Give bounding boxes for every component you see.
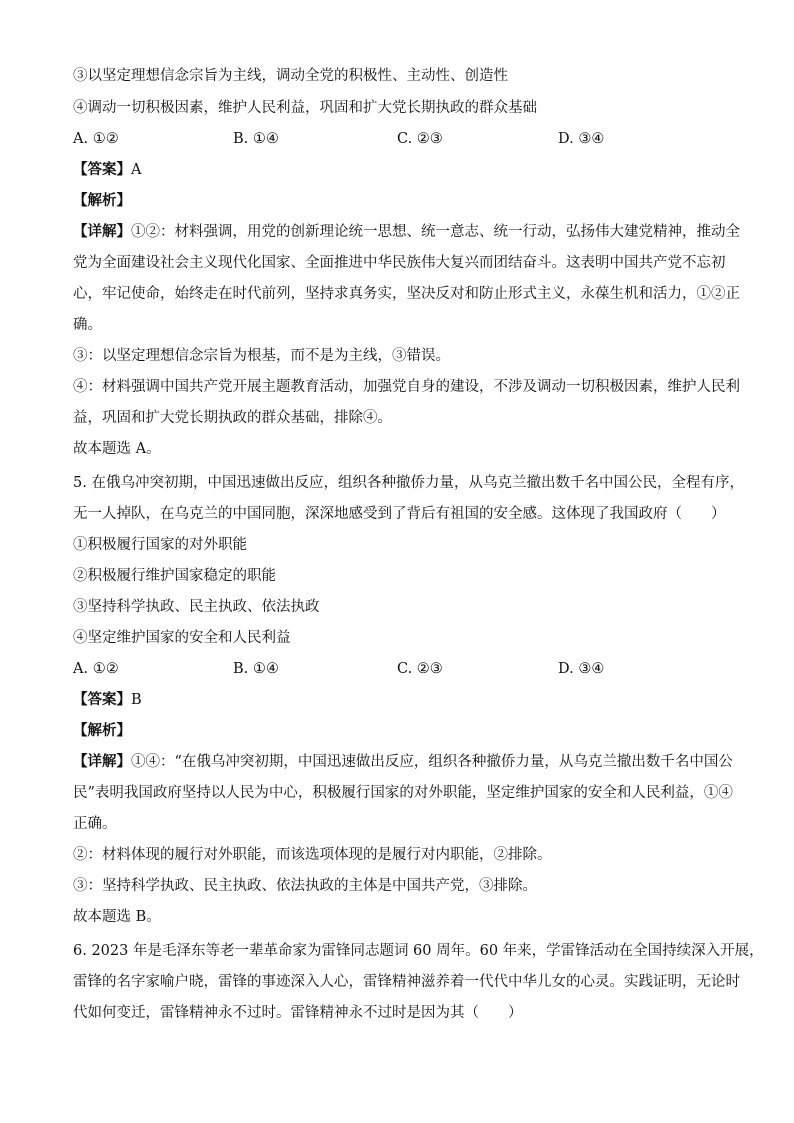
detail-tag: 【详解】 [73, 753, 131, 770]
q5-note-2: ②：材料体现的履行对外职能，而该选项体现的是履行对内职能，②排除。 [73, 847, 552, 863]
q4-conclusion: 故本题选 A。 [73, 441, 161, 457]
q4-detail-line-4: 确。 [73, 317, 102, 333]
q5-answer [73, 690, 725, 710]
q5-detail-line-2: 民”表明我国政府坚持以人民为中心，积极履行国家的对外职能，坚定维护国家的安全和人民利益，①④ [73, 785, 733, 801]
q4-choice-d: D. ③④ [558, 131, 605, 147]
q4-answer [73, 160, 725, 180]
q5-detail-line-3: 正确。 [73, 816, 117, 832]
q4-option-4: ④调动一切积极因素，维护人民利益，巩固和扩大党长期执政的群众基础 [73, 100, 537, 116]
q4-detail-line-3: 心，牢记使命，始终走在时代前列，坚持求真务实，坚决反对和防止形式主义，永葆生机和活力，①②正 [73, 286, 740, 302]
answer-tag: 【答案】 [73, 161, 131, 178]
q4-note-4-line-2: 益，巩固和扩大党长期执政的群众基础，排除④。 [73, 410, 392, 426]
detail-tag: 【详解】 [73, 223, 131, 240]
q4-note-4-line-1: ④：材料强调中国共产党开展主题教育活动，加强党自身的建设，不涉及调动一切积极因素，维护人民利 [73, 379, 740, 395]
q5-note-3: ③：坚持科学执政、民主执政、依法执政的主体是中国共产党，③排除。 [73, 878, 537, 894]
q6-stem-line-3: 代如何变迁，雷锋精神永不过时。雷锋精神永不过时是因为其（ ） [73, 1005, 523, 1021]
q5-choice-b: B. ①④ [233, 661, 279, 677]
q5-option-2: ②积极履行维护国家稳定的职能 [73, 568, 276, 584]
q5-choice-a: A. ①② [73, 661, 119, 677]
q4-choices [73, 129, 725, 149]
q5-choices [73, 659, 725, 679]
q5-detail-line-1 [73, 752, 733, 772]
q4-choice-b: B. ①④ [233, 131, 279, 147]
detail-text: ①②：材料强调，用党的创新理论统一思想、统一意志、统一行动，弘扬伟大建党精神，推动全 [131, 224, 740, 240]
q4-note-3: ③：以坚定理想信念宗旨为根基，而不是为主线，③错误。 [73, 348, 450, 364]
q5-choice-d: D. ③④ [558, 661, 605, 677]
q5-option-4: ④坚定维护国家的安全和人民利益 [73, 630, 291, 646]
q5-option-3: ③坚持科学执政、民主执政、依法执政 [73, 599, 320, 615]
answer-value: A [131, 162, 142, 178]
q4-choice-a: A. ①② [73, 131, 119, 147]
q5-choice-c: C. ②③ [397, 661, 443, 677]
q4-choice-c: C. ②③ [397, 131, 443, 147]
q5-option-1: ①积极履行国家的对外职能 [73, 537, 247, 553]
q6-stem-line-2: 雷锋的名字家喻户晓，雷锋的事迹深入人心，雷锋精神滋养着一代代中华儿女的心灵。实践证明，无论时 [73, 974, 740, 990]
q4-analysis-tag: 【解析】 [73, 192, 131, 209]
q5-conclusion: 故本题选 B。 [73, 909, 161, 925]
detail-text: ①④：“在俄乌冲突初期，中国迅速做出反应，组织各种撤侨力量，从乌克兰撤出数千名中国公 [131, 754, 733, 770]
q6-stem-line-1: 6. 2023 年是毛泽东等老一辈革命家为雷锋同志题词 60 周年。60 年来，学雷锋活动在全国持续深入开展， [73, 943, 764, 959]
q5-stem-line-1: 5. 在俄乌冲突初期，中国迅速做出反应，组织各种撤侨力量，从乌克兰撤出数千名中国公民，全程有序， [73, 475, 744, 491]
answer-value: B [131, 692, 142, 708]
answer-tag: 【答案】 [73, 691, 131, 708]
q4-option-3: ③以坚定理想信念宗旨为主线，调动全党的积极性、主动性、创造性 [73, 68, 508, 84]
q5-analysis-tag: 【解析】 [73, 722, 131, 739]
q5-stem-line-2: 无一人掉队，在乌克兰的中国同胞，深深地感受到了背后有祖国的安全感。这体现了我国政府（ ） [73, 506, 726, 522]
q4-detail-line-1 [73, 222, 740, 242]
q4-detail-line-2: 党为全面建设社会主义现代化国家、全面推进中华民族伟大复兴而团结奋斗。这表明中国共产党不忘初 [73, 255, 726, 271]
